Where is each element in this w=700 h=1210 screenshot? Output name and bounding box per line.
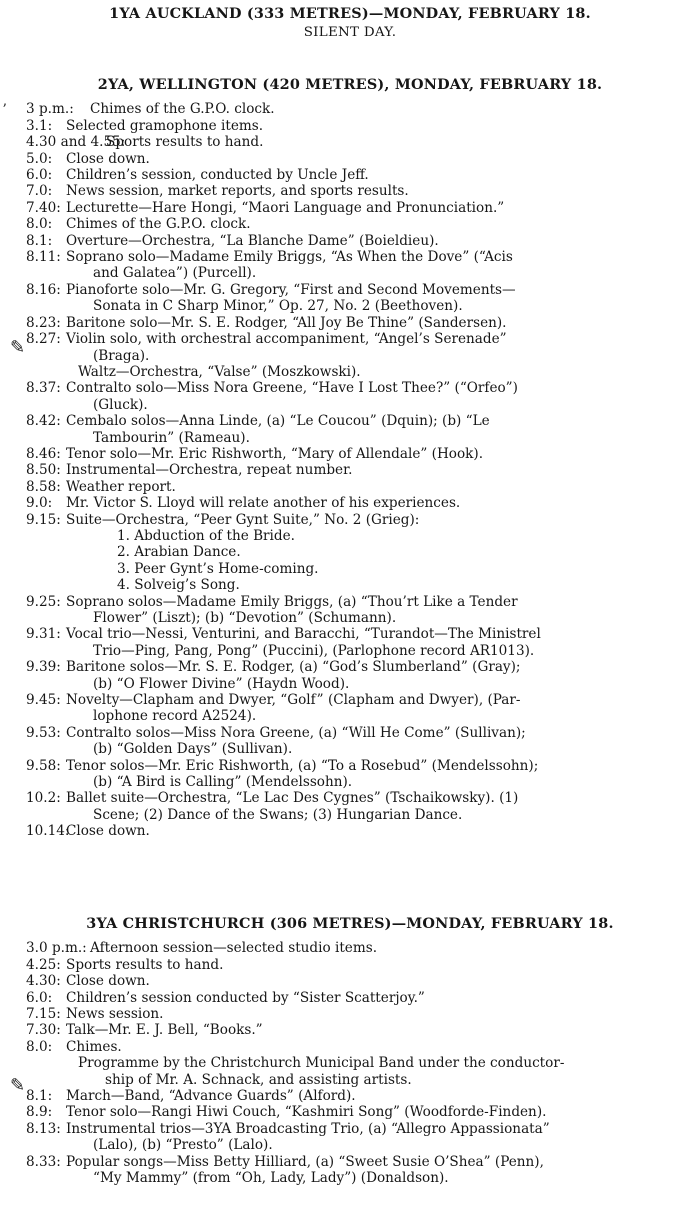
entry-text: (Braga).	[93, 347, 150, 364]
programme-entry	[0, 1104, 700, 1120]
entry-text: (Lalo), (b) “Presto” (Lalo).	[93, 1137, 273, 1154]
entry-text: Popular songs—Miss Betty Hilliard, (a) “Sweet Susie O’Shea” (Penn),	[66, 1153, 544, 1170]
entry-time: 8.0:	[26, 216, 53, 233]
entry-text: March—Band, “Advance Guards” (Alford).	[66, 1088, 356, 1105]
entry-time: 8.16:	[26, 281, 61, 298]
entry-text: Close down.	[66, 150, 150, 167]
programme-entry	[0, 758, 700, 791]
programme-entry	[0, 151, 700, 167]
programme-entry	[0, 957, 700, 973]
programme-entry	[0, 167, 700, 183]
entry-text: Instrumental trios—3YA Broadcasting Trio, (a) “Allegro Appassionata”	[66, 1120, 550, 1137]
entry-time: 8.23:	[26, 314, 61, 331]
suite-movement: 3. Peer Gynt’s Home-coming.	[117, 560, 319, 577]
programme-entry	[0, 1154, 700, 1187]
entry-time: 4.25:	[26, 956, 61, 973]
entry-text: “My Mammy” (from “Oh, Lady, Lady”) (Donaldson).	[93, 1170, 449, 1187]
section-subheading: SILENT DAY.	[303, 25, 397, 41]
entry-time: 8.11:	[26, 249, 61, 266]
programme-entry	[0, 364, 700, 380]
programme-entry	[0, 1039, 700, 1055]
entry-time: 8.58:	[26, 478, 61, 495]
programme-list	[0, 101, 700, 839]
entry-time: 6.0:	[26, 167, 53, 184]
entry-text: Scene; (2) Dance of the Swans; (3) Hungarian Dance.	[93, 806, 463, 823]
section-3ya	[0, 916, 700, 1187]
section-2ya	[0, 77, 700, 840]
entry-time: 7.0:	[26, 183, 53, 200]
margin-mark: ✎	[10, 1075, 26, 1096]
entry-time: 8.1:	[26, 232, 53, 249]
entry-time: 10.2:	[26, 790, 61, 807]
entry-time: 8.46:	[26, 445, 61, 462]
entry-text: and Galatea”) (Purcell).	[93, 265, 257, 282]
programme-entry	[0, 594, 700, 627]
entry-text: Afternoon session—selected studio items.	[90, 940, 378, 957]
programme-entry	[0, 1006, 700, 1022]
programme-entry	[0, 626, 700, 659]
entry-text: Close down.	[66, 973, 150, 990]
programme-entry	[0, 692, 700, 725]
entry-time: 8.37:	[26, 380, 61, 397]
entry-time: 3.0 p.m.:	[26, 940, 87, 957]
programme-entry	[0, 1022, 700, 1038]
entry-text: (Gluck).	[93, 396, 148, 413]
programme-entry	[0, 1088, 700, 1104]
entry-text: (b) “A Bird is Calling” (Mendelssohn).	[93, 774, 353, 791]
programme-entry	[0, 282, 700, 315]
entry-time: 8.50:	[26, 462, 61, 479]
entry-text: Ballet suite—Orchestra, “Le Lac Des Cygnes” (Tschaikowsky). (1)	[66, 790, 519, 807]
entry-text: Children’s session conducted by “Sister Scatterjoy.”	[66, 989, 425, 1006]
entry-text: Close down.	[66, 823, 150, 840]
entry-text: Instrumental—Orchestra, repeat number.	[66, 462, 353, 479]
entry-text: Baritone solos—Mr. S. E. Rodger, (a) “God’s Slumberland” (Gray);	[66, 659, 521, 676]
note-text: Programme by the Christchurch Municipal Band under the conductor-	[78, 1055, 565, 1072]
programme-entry	[0, 249, 700, 282]
entry-text: Contralto solos—Miss Nora Greene, (a) “Will He Come” (Sullivan);	[66, 724, 526, 741]
entry-time: 3 p.m.:	[26, 101, 74, 118]
entry-time: 7.15:	[26, 1006, 61, 1023]
entry-text: Sports results to hand.	[106, 134, 264, 151]
programme-entry	[0, 1121, 700, 1154]
section-heading: 1YA AUCKLAND (333 METRES)—MONDAY, FEBRUARY 18.	[109, 5, 591, 22]
entry-text: Chimes of the G.P.O. clock.	[66, 216, 251, 233]
entry-text: News session, market reports, and sports results.	[66, 183, 409, 200]
entry-time: 9.45:	[26, 692, 61, 709]
entry-text: Weather report.	[66, 478, 176, 495]
entry-time: 8.27:	[26, 331, 61, 348]
entry-text: lophone record A2524).	[93, 708, 257, 725]
entry-time: 9.39:	[26, 659, 61, 676]
entry-text: (b) “Golden Days” (Sullivan).	[93, 741, 293, 758]
programme-entry	[0, 790, 700, 823]
entry-text: Tenor solo—Mr. Eric Rishworth, “Mary of Allendale” (Hook).	[66, 445, 484, 462]
entry-text: Sonata in C Sharp Minor,” Op. 27, No. 2 (Beethoven).	[93, 298, 463, 315]
programme-entry	[0, 462, 700, 478]
entry-text: (b) “O Flower Divine” (Haydn Wood).	[93, 675, 350, 692]
entry-time: 9.25:	[26, 593, 61, 610]
entry-text: Vocal trio—Nessi, Venturini, and Baracchi, “Turandot—The Ministrel	[66, 626, 541, 643]
programme-entry	[0, 101, 700, 117]
suite-movement: 1. Abduction of the Bride.	[117, 527, 295, 544]
entry-text: Violin solo, with orchestral accompaniment, “Angel’s Serenade”	[66, 331, 507, 348]
entry-time: 9.58:	[26, 757, 61, 774]
programme-entry	[0, 216, 700, 232]
entry-text: Cembalo solos—Anna Linde, (a) “Le Coucou” (Dquin); (b) “Le	[66, 413, 490, 430]
entry-text: Tenor solos—Mr. Eric Rishworth, (a) “To a Rosebud” (Mendelssohn);	[66, 757, 539, 774]
entry-time: 10.14:	[26, 823, 70, 840]
entry-text: Novelty—Clapham and Dwyer, “Golf” (Clapham and Dwyer), (Par-	[66, 692, 521, 709]
entry-time: 8.9:	[26, 1104, 53, 1121]
entry-time: 3.1:	[26, 117, 53, 134]
entry-text: Tambourin” (Rameau).	[93, 429, 250, 446]
entry-text: Flower” (Liszt); (b) “Devotion” (Schumann).	[93, 610, 397, 626]
entry-text: Selected gramophone items.	[66, 117, 264, 134]
entry-text: Waltz—Orchestra, “Valse” (Moszkowski).	[78, 363, 361, 380]
entry-time: 6.0:	[26, 989, 53, 1006]
entry-time: 8.1:	[26, 1088, 53, 1105]
entry-text: Soprano solos—Madame Emily Briggs, (a) “Thou’rt Like a Tender	[66, 593, 518, 610]
entry-text: Sports results to hand.	[66, 956, 224, 973]
entry-text: Contralto solo—Miss Nora Greene, “Have I Lost Thee?” (“Orfeo”)	[66, 380, 518, 397]
programme-entry	[0, 233, 700, 249]
entry-time: 8.33:	[26, 1153, 61, 1170]
programme-entry	[0, 118, 700, 134]
entry-text: Mr. Victor S. Lloyd will relate another of his experiences.	[66, 495, 461, 512]
entry-text: Pianoforte solo—Mr. G. Gregory, “First and Second Movements—	[66, 281, 516, 298]
entry-time: 5.0:	[26, 150, 53, 167]
suite-movement: 4. Solveig’s Song.	[117, 577, 240, 594]
programme-list	[0, 940, 700, 1186]
entry-time: 8.0:	[26, 1038, 53, 1055]
entry-time: 8.13:	[26, 1120, 61, 1137]
programme-entry	[0, 725, 700, 758]
entry-text: Talk—Mr. E. J. Bell, “Books.”	[66, 1022, 263, 1039]
entry-time: 4.30:	[26, 973, 61, 990]
programme-entry	[0, 413, 700, 446]
programme-entry	[0, 479, 700, 495]
programme-entry	[0, 512, 700, 528]
programme-entry	[0, 331, 700, 364]
programme-entry	[0, 380, 700, 413]
entry-time: 4.30 and 4.55:	[26, 134, 126, 151]
programme-entry	[0, 940, 700, 956]
programme-entry	[0, 495, 700, 511]
programme-entry	[0, 823, 700, 839]
entry-text: Lecturette—Hare Hongi, “Maori Language and Pronunciation.”	[66, 199, 505, 216]
entry-text: Tenor solo—Rangi Hiwi Couch, “Kashmiri Song” (Woodforde-Finden).	[66, 1104, 547, 1121]
entry-text: Trio—Ping, Pang, Pong” (Puccini), (Parlophone record AR1013).	[93, 642, 535, 659]
entry-text: Children’s session, conducted by Uncle Jeff.	[66, 167, 369, 184]
suite-movement: 2. Arabian Dance.	[117, 544, 241, 561]
programme-entry	[0, 134, 700, 150]
programme-entry	[0, 659, 700, 692]
entry-time: 9.0:	[26, 495, 53, 512]
programme-entry	[0, 315, 700, 331]
programme-entry	[0, 183, 700, 199]
entry-time: 9.15:	[26, 511, 61, 528]
entry-text: Baritone solo—Mr. S. E. Rodger, “All Joy Be Thine” (Sandersen).	[66, 314, 507, 331]
entry-text: Chimes.	[66, 1038, 122, 1055]
entry-text: Soprano solo—Madame Emily Briggs, “As When the Dove” (“Acis	[66, 249, 513, 266]
entry-time: 7.30:	[26, 1022, 61, 1039]
section-heading: 3YA CHRISTCHURCH (306 METRES)—MONDAY, FEBRUARY 18.	[86, 915, 614, 932]
programme-entry	[0, 973, 700, 989]
margin-mark: ʼ	[2, 102, 7, 118]
margin-mark: ✎	[10, 337, 26, 358]
programme-entry	[0, 990, 700, 1006]
programme-entry	[0, 200, 700, 216]
entry-time: 7.40:	[26, 199, 61, 216]
entry-time: 9.53:	[26, 724, 61, 741]
entry-time: 9.31:	[26, 626, 61, 643]
entry-text: Suite—Orchestra, “Peer Gynt Suite,” No. 2 (Grieg):	[66, 511, 420, 528]
programme-note	[0, 1055, 700, 1088]
entry-text: Chimes of the G.P.O. clock.	[90, 101, 275, 118]
note-text: ship of Mr. A. Schnack, and assisting artists.	[105, 1071, 412, 1088]
entry-text: News session.	[66, 1006, 164, 1023]
section-1ya	[0, 6, 700, 42]
entry-text: Overture—Orchestra, “La Blanche Dame” (Boieldieu).	[66, 232, 439, 249]
entry-time: 8.42:	[26, 413, 61, 430]
section-heading: 2YA, WELLINGTON (420 METRES), MONDAY, FEBRUARY 18.	[97, 76, 603, 93]
programme-entry	[0, 446, 700, 462]
